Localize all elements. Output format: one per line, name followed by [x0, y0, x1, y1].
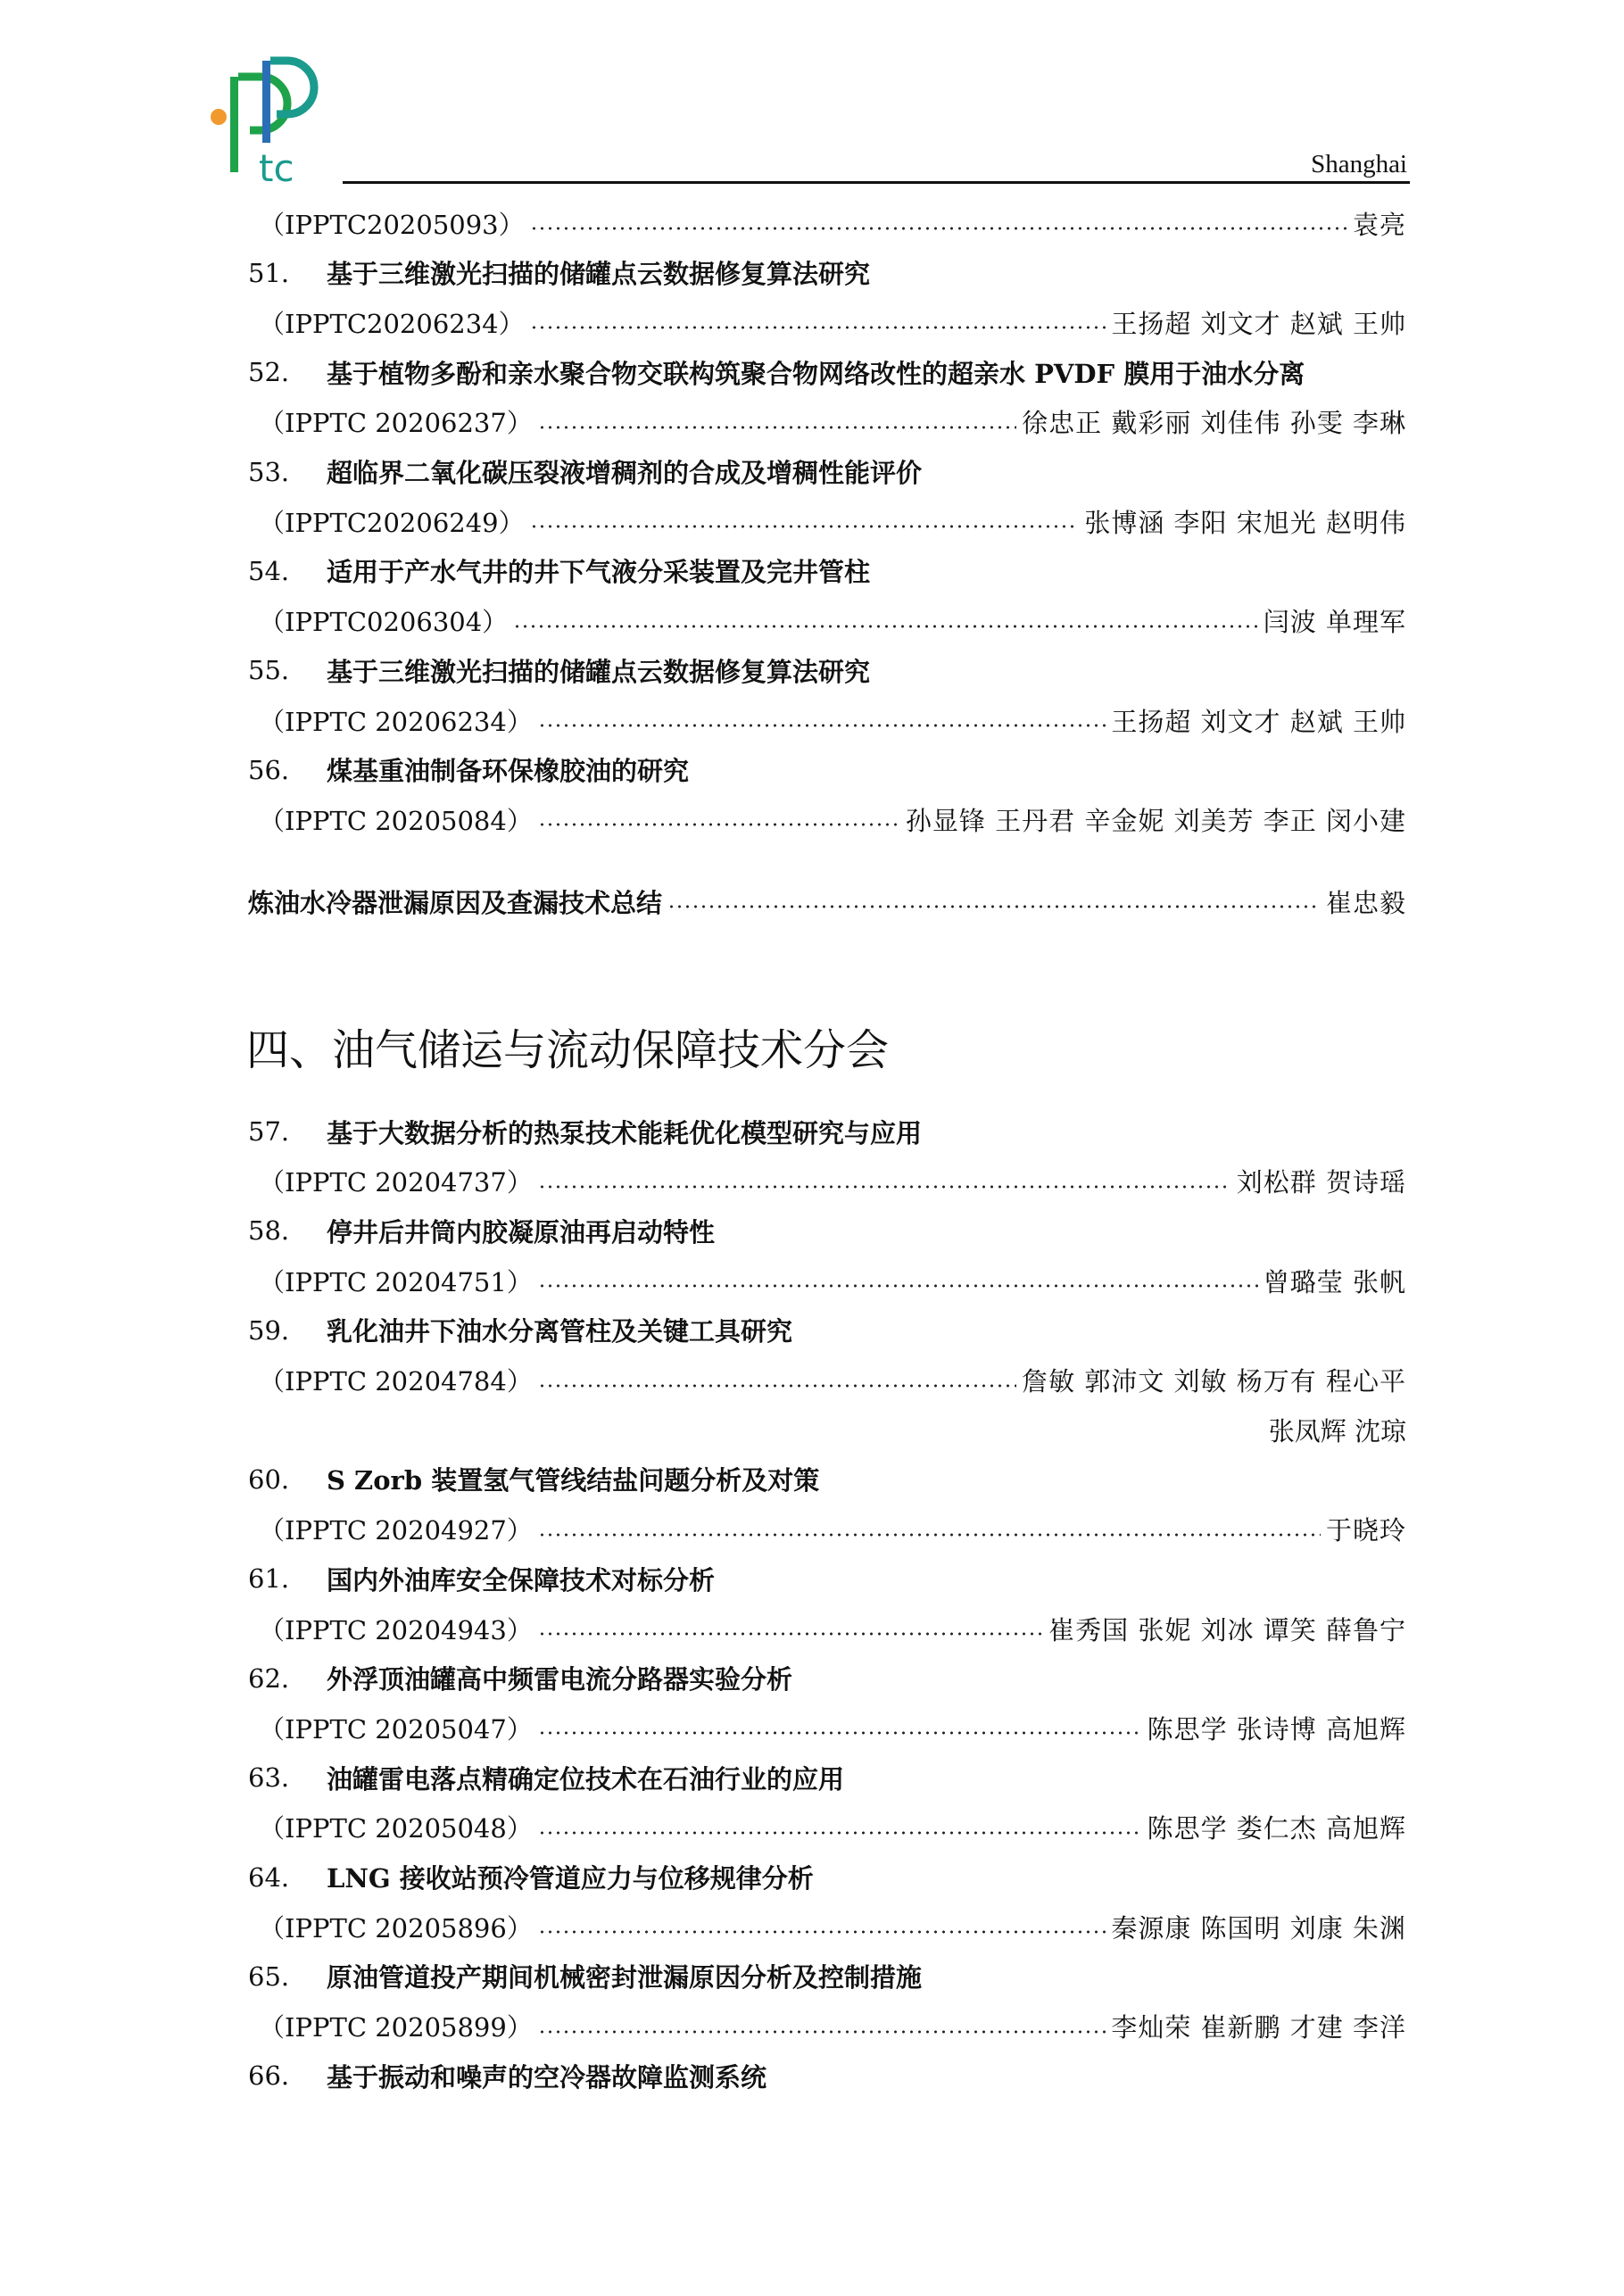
dot-leader	[513, 625, 1258, 628]
dot-leader	[538, 1384, 1016, 1388]
toc-reference-line	[248, 1703, 1406, 1753]
toc-title-line	[248, 447, 1406, 497]
toc-reference-line	[248, 1803, 1406, 1853]
toc-title-line	[248, 1554, 1406, 1604]
dot-leader	[530, 525, 1080, 528]
dot-leader	[538, 1284, 1258, 1288]
entry-title: 基于三维激光扫描的储罐点云数据修复算法研究	[327, 656, 871, 687]
entry-title: 油罐雷电落点精确定位技术在石油行业的应用	[327, 1763, 845, 1795]
entry-number: 58.	[248, 1215, 290, 1247]
entry-authors: 闫波 单理军	[1263, 607, 1406, 638]
entry-number: 56.	[248, 754, 290, 785]
entry-number: 65.	[248, 1960, 290, 1992]
toc-title-line	[248, 1305, 1406, 1355]
entry-authors: 陈思学 张诗博 高旭辉	[1147, 1713, 1406, 1745]
entry-authors: 王扬超 刘文才 赵斌 王帅	[1111, 706, 1406, 737]
paper-code: （IPPTC20206234）	[259, 308, 525, 339]
toc-title-line	[248, 1952, 1406, 2002]
entry-title: 停井后井筒内胶凝原油再启动特性	[327, 1216, 716, 1247]
entry-title: 基于大数据分析的热泵技术能耗优化模型研究与应用	[327, 1117, 923, 1148]
paper-code: （IPPTC 20204751）	[259, 1266, 533, 1297]
paper-code: （IPPTC20206249）	[259, 507, 525, 538]
toc-title-line	[248, 1455, 1406, 1504]
entry-title: 外浮顶油罐高中频雷电流分路器实验分析	[327, 1664, 793, 1695]
section-heading: 四、油气储运与流动保障技术分会	[246, 1025, 890, 1075]
entry-number: 51.	[248, 257, 290, 288]
dot-leader	[538, 1632, 1043, 1636]
entry-authors: 李灿荣 崔新鹏 才建 李洋	[1111, 2012, 1406, 2043]
toc-reference-line	[248, 1355, 1406, 1405]
entry-title: 炼油水冷器泄漏原因及查漏技术总结	[248, 887, 663, 918]
paper-code: （IPPTC20205093）	[259, 209, 525, 240]
entry-authors: 王扬超 刘文才 赵斌 王帅	[1111, 308, 1406, 339]
entry-title: LNG 接收站预冷管道应力与位移规律分析	[327, 1863, 814, 1894]
dot-leader	[538, 1185, 1231, 1189]
header-rule	[343, 181, 1410, 184]
entry-authors: 张博涵 李阳 宋旭光 赵明伟	[1084, 507, 1406, 538]
entry-number: 61.	[248, 1563, 290, 1595]
toc-title-line	[248, 1107, 1406, 1156]
entry-authors: 刘松群 贺诗瑶	[1236, 1167, 1406, 1198]
toc-title-line	[248, 645, 1406, 695]
toc-title-line	[248, 745, 1406, 795]
entry-authors: 于晓玲	[1325, 1515, 1406, 1546]
entry-title: 国内外油库安全保障技术对标分析	[327, 1564, 716, 1596]
entry-authors: 詹敏 郭沛文 刘敏 杨万有 程心平	[1022, 1366, 1406, 1397]
paper-code: （IPPTC0206304）	[259, 607, 509, 638]
toc-reference-line	[248, 1256, 1406, 1305]
dot-leader	[530, 227, 1347, 230]
toc-reference-line	[248, 397, 1406, 447]
paper-code: （IPPTC 20205048）	[259, 1813, 533, 1844]
paper-code: （IPPTC 20205047）	[259, 1713, 533, 1745]
toc-special-entry	[248, 876, 1406, 926]
toc-reference-line	[248, 1504, 1406, 1554]
svg-text:tc: tc	[259, 146, 294, 189]
toc-reference-line	[248, 695, 1406, 745]
entry-number: 62.	[248, 1662, 290, 1694]
entry-authors: 张凤辉 沈琼	[1268, 1415, 1406, 1446]
paper-code: （IPPTC 20204927）	[259, 1515, 533, 1546]
toc-title-line	[248, 1753, 1406, 1803]
entry-authors: 徐忠正 戴彩丽 刘佳伟 孙雯 李琳	[1022, 408, 1406, 439]
dot-leader	[538, 2030, 1106, 2034]
dot-leader	[667, 905, 1321, 908]
entry-title: 适用于产水气井的井下气液分采装置及完井管柱	[327, 557, 871, 588]
toc-title-line	[248, 248, 1406, 298]
entry-authors: 曾璐莹 张帆	[1263, 1266, 1406, 1297]
entry-authors: 袁亮	[1352, 209, 1406, 240]
dot-leader	[538, 724, 1106, 727]
dot-leader	[538, 1831, 1142, 1835]
entry-title: 煤基重油制备环保橡胶油的研究	[327, 756, 690, 787]
toc-reference-line	[248, 496, 1406, 546]
entry-authors: 崔秀国 张妮 刘冰 谭笑 薛鲁宁	[1048, 1614, 1406, 1645]
entry-authors: 陈思学 娄仁杰 高旭辉	[1147, 1813, 1406, 1844]
toc-reference-line	[248, 1156, 1406, 1206]
entry-number: 54.	[248, 555, 290, 586]
paper-code: （IPPTC 20204737）	[259, 1167, 533, 1198]
toc-reference-line	[248, 297, 1406, 347]
dot-leader	[538, 1930, 1106, 1934]
toc-title-line	[248, 1853, 1406, 1902]
paper-code: （IPPTC 20205084）	[259, 805, 533, 836]
entry-authors: 孙显锋 王丹君 辛金妮 刘美芳 李正 闵小建	[905, 805, 1406, 836]
entry-number: 64.	[248, 1861, 290, 1893]
toc-reference-line	[248, 2002, 1406, 2051]
entry-title: 原油管道投产期间机械密封泄漏原因分析及控制措施	[327, 1962, 923, 1993]
toc-title-line	[248, 1206, 1406, 1256]
toc-reference-line	[248, 1902, 1406, 1952]
entry-title: 乳化油井下油水分离管柱及关键工具研究	[327, 1316, 793, 1347]
entry-number: 66.	[248, 2060, 290, 2092]
entry-number: 52.	[248, 357, 290, 388]
entry-number: 57.	[248, 1116, 290, 1147]
toc-title-line	[248, 1654, 1406, 1703]
paper-code: （IPPTC 20205896）	[259, 1912, 533, 1944]
toc-reference-line	[248, 198, 1406, 248]
dot-leader	[538, 823, 900, 826]
toc-title-line	[248, 546, 1406, 596]
dot-leader	[538, 1731, 1142, 1735]
entry-number: 60.	[248, 1463, 290, 1495]
entry-number: 55.	[248, 655, 290, 686]
dot-leader	[538, 1533, 1321, 1537]
dot-leader	[530, 326, 1106, 329]
paper-code: （IPPTC 20204943）	[259, 1614, 533, 1645]
entry-number: 53.	[248, 456, 290, 487]
toc-title-line	[248, 347, 1406, 397]
entry-title: 基于三维激光扫描的储罐点云数据修复算法研究	[327, 259, 871, 290]
entry-authors: 崔忠毅	[1325, 887, 1406, 918]
entry-title: S Zorb 装置氢气管线结盐问题分析及对策	[327, 1465, 820, 1496]
ipptc-logo	[211, 55, 327, 189]
paper-code: （IPPTC 20206234）	[259, 706, 533, 737]
toc-author-continuation	[248, 1405, 1413, 1455]
dot-leader	[538, 426, 1016, 429]
entry-title: 超临界二氧化碳压裂液增稠剂的合成及增稠性能评价	[327, 458, 923, 488]
toc-reference-line	[248, 794, 1406, 844]
paper-code: （IPPTC 20206237）	[259, 408, 533, 439]
toc-reference-line	[248, 596, 1406, 646]
toc-reference-line	[248, 1604, 1406, 1654]
entry-authors: 秦源康 陈国明 刘康 朱渊	[1111, 1912, 1406, 1944]
entry-title: 基于振动和噪声的空冷器故障监测系统	[327, 2061, 767, 2093]
toc-title-line	[248, 2051, 1406, 2101]
entry-title: 基于植物多酚和亲水聚合物交联构筑聚合物网络改性的超亲水 PVDF 膜用于油水分离	[327, 358, 1305, 389]
paper-code: （IPPTC 20204784）	[259, 1366, 533, 1397]
paper-code: （IPPTC 20205899）	[259, 2012, 533, 2043]
entry-number: 59.	[248, 1314, 290, 1346]
entry-number: 63.	[248, 1762, 290, 1794]
header-city: Shanghai	[1311, 150, 1407, 178]
